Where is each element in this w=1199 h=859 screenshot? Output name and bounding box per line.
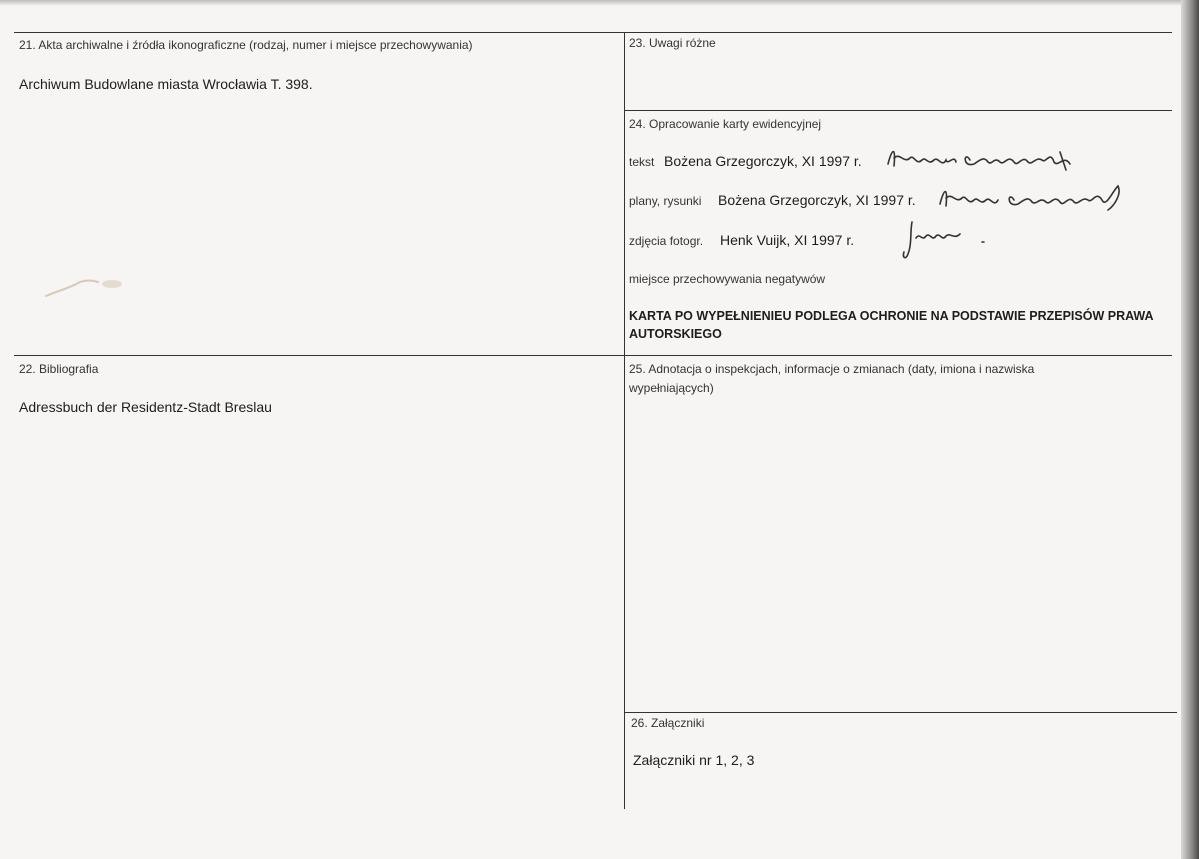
divider-right-24-25 — [624, 355, 1172, 356]
tekst-label: tekst — [629, 155, 655, 169]
negatywy-label: miejsce przechowywania negatywów — [629, 272, 826, 286]
divider-25-26 — [624, 712, 1177, 713]
divider-top — [14, 32, 1172, 33]
divider-23-24 — [624, 110, 1172, 111]
copyright-notice: KARTA PO WYPEŁNIENIEU PODLEGA OCHRONIE NA PODSTAWIE PRZEPISÓW PRAWA AUTORSKIEGO — [629, 309, 1154, 341]
divider-left-21-22 — [14, 355, 625, 356]
section-22-title: 22. Bibliografia — [19, 362, 99, 376]
signature-plany — [936, 180, 1136, 214]
divider-middle — [624, 32, 625, 809]
paper-stain — [40, 272, 130, 302]
plany-value: Bożena Grzegorczyk, XI 1997 r. — [718, 192, 916, 208]
section-26-value: Załączniki nr 1, 2, 3 — [633, 752, 755, 768]
signature-zdjecia — [898, 218, 1008, 262]
paper-top-edge — [0, 0, 1199, 6]
tekst-value: Bożena Grzegorczyk, XI 1997 r. — [664, 153, 862, 169]
plany-label: plany, rysunki — [629, 194, 702, 208]
signature-tekst — [884, 140, 1084, 174]
zdjecia-label: zdjęcia fotogr. — [629, 234, 704, 248]
section-22-value: Adressbuch der Residentz-Stadt Breslau — [19, 399, 272, 415]
section-21-value: Archiwum Budowlane miasta Wrocławia T. 398. — [19, 76, 313, 92]
section-24-title: 24. Opracowanie karty ewidencyjnej — [629, 117, 822, 131]
paper-right-edge — [1181, 0, 1199, 859]
section-26-title: 26. Załączniki — [631, 716, 705, 730]
section-23-title: 23. Uwagi różne — [629, 36, 716, 50]
zdjecia-value: Henk Vuijk, XI 1997 r. — [720, 232, 855, 248]
section-21-title: 21. Akta archiwalne i źródła ikonograficzne (rodzaj, numer i miejsce przechowywania) — [19, 38, 473, 52]
section-25-title: 25. Adnotacja o inspekcjach, informacje o zmianach (daty, imiona i nazwiska wypełniających) — [629, 362, 1035, 395]
